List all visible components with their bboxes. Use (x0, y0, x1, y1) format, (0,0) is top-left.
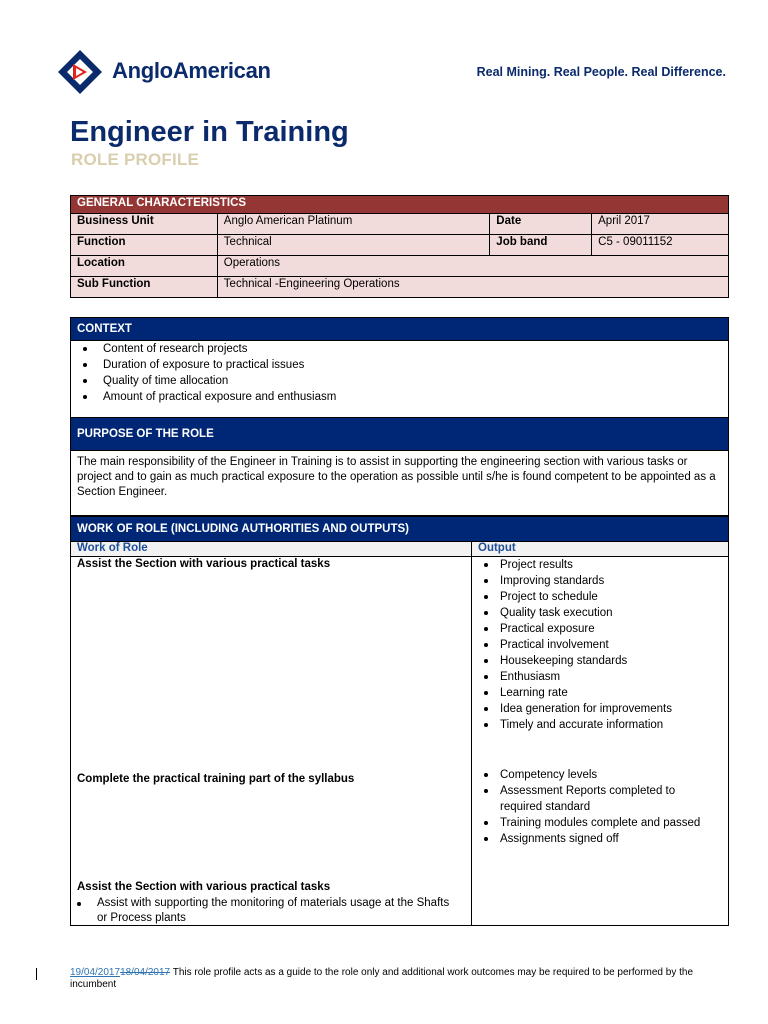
logo-mark-icon (54, 46, 106, 98)
list-item: Amount of practical exposure and enthusiasm (103, 389, 722, 405)
list-item: Competency levels (500, 767, 720, 783)
list-item: Training modules complete and passed (500, 815, 720, 831)
work-tasks-cell (71, 557, 472, 926)
context-header-row (71, 318, 729, 341)
general-row-business-unit (71, 214, 729, 235)
list-item: Practical involvement (500, 637, 672, 653)
page-title: Engineer in Training (70, 116, 349, 148)
list-item: Project results (500, 557, 672, 573)
work-main-row (71, 557, 729, 926)
outputs-list-1 (478, 557, 672, 733)
list-item: Assist with supporting the monitoring of materials usage at the Shafts or Process plants (97, 896, 457, 926)
general-header-row (71, 196, 729, 214)
footer-date-old: 18/04/2017 (120, 967, 171, 978)
purpose-heading: PURPOSE OF THE ROLE (71, 418, 729, 451)
general-heading: GENERAL CHARACTERISTICS (71, 196, 729, 214)
task3-list (77, 896, 457, 926)
work-heading: WORK OF ROLE (INCLUDING AUTHORITIES AND OUTPUTS) (71, 517, 729, 542)
list-item: Assessment Reports completed to required standard (500, 783, 720, 815)
label-date: Date (490, 214, 592, 235)
purpose-body-row (71, 451, 729, 516)
list-item: Housekeeping standards (500, 653, 672, 669)
footer-date-new: 19/04/2017 (70, 967, 121, 978)
logo-wordmark: AngloAmerican (112, 58, 271, 83)
value-job-band: C5 - 09011152 (592, 235, 729, 256)
work-of-role-table (70, 516, 729, 926)
context-body-cell (71, 341, 729, 418)
label-job-band: Job band (490, 235, 592, 256)
list-item: Duration of exposure to practical issues (103, 357, 722, 373)
list-item: Assignments signed off (500, 831, 720, 847)
value-business-unit: Anglo American Platinum (217, 214, 490, 235)
value-date: April 2017 (592, 214, 729, 235)
column-work-of-role: Work of Role (71, 542, 472, 557)
label-sub-function: Sub Function (71, 277, 218, 298)
context-body-row (71, 341, 729, 418)
value-sub-function: Technical -Engineering Operations (217, 277, 728, 298)
general-characteristics-table (70, 195, 729, 298)
list-item: Quality of time allocation (103, 373, 722, 389)
footer-text: This role profile acts as a guide to the role only and additional work outcomes may be required to be performed by the incumbent (70, 967, 694, 990)
context-heading: CONTEXT (71, 318, 729, 341)
task-assist-section: Assist the Section with various practical tasks (77, 558, 331, 570)
anglo-american-logo (54, 46, 294, 98)
list-item: Quality task execution (500, 605, 672, 621)
list-item: Project to schedule (500, 589, 672, 605)
purpose-header-row (71, 418, 729, 451)
work-header-row (71, 517, 729, 542)
column-output: Output (472, 542, 729, 557)
value-function: Technical (217, 235, 490, 256)
work-outputs-cell (472, 557, 729, 926)
tagline: Real Mining. Real People. Real Difference. (476, 65, 726, 79)
change-bar (36, 968, 37, 980)
general-row-function (71, 235, 729, 256)
label-function: Function (71, 235, 218, 256)
outputs-list-2 (478, 767, 720, 847)
value-location: Operations (217, 256, 728, 277)
page-subtitle: ROLE PROFILE (71, 150, 200, 169)
task-assist-section-2: Assist the Section with various practical tasks (77, 881, 331, 893)
general-row-sub-function (71, 277, 729, 298)
label-business-unit: Business Unit (71, 214, 218, 235)
label-location: Location (71, 256, 218, 277)
list-item: Practical exposure (500, 621, 672, 637)
work-column-header-row (71, 542, 729, 557)
page-header (0, 0, 768, 110)
page-footer (70, 967, 720, 991)
list-item: Timely and accurate information (500, 717, 672, 733)
task-practical-training: Complete the practical training part of the syllabus (77, 773, 355, 785)
list-item: Improving standards (500, 573, 672, 589)
list-item: Learning rate (500, 685, 672, 701)
general-row-location (71, 256, 729, 277)
list-item: Content of research projects (103, 341, 722, 357)
purpose-text: The main responsibility of the Engineer in Training is to assist in supporting the engineering section with various tasks or project and to gain as much practical exposure to the operation as possible until s/he is found competent to be appointed as a Section Engineer. (71, 451, 729, 516)
list-item: Idea generation for improvements (500, 703, 672, 715)
context-list (77, 341, 722, 405)
context-purpose-table (70, 317, 729, 516)
list-item: Enthusiasm (500, 669, 672, 685)
